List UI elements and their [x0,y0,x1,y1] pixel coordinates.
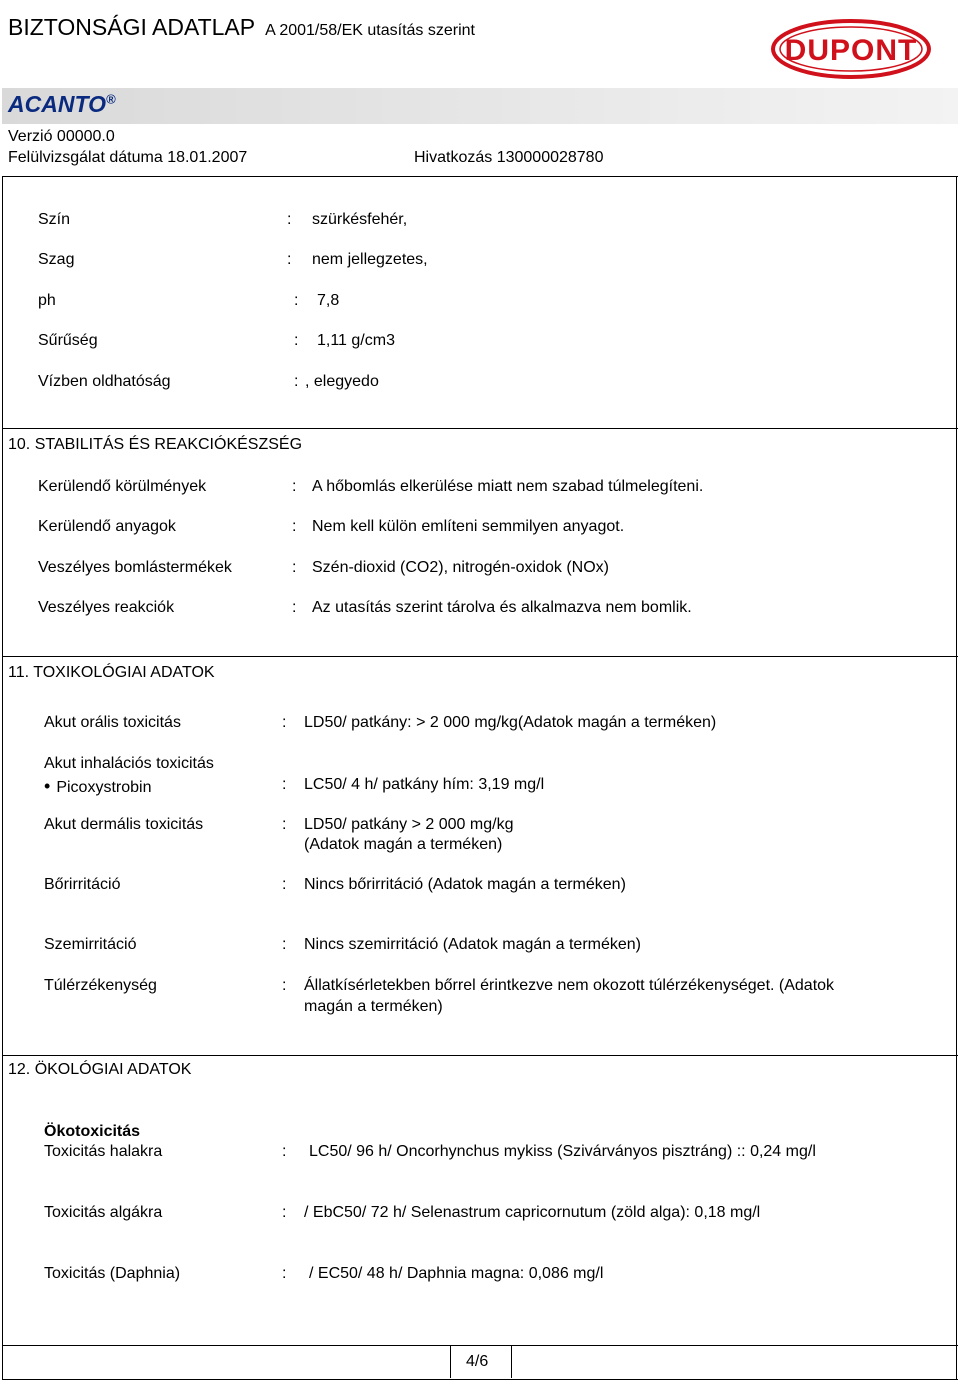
frame-right [956,176,957,1380]
s11-eye-value: Nincs szemirritáció (Adatok magán a terméken) [304,936,642,953]
property-sep: : [294,332,299,349]
s10-label: Veszélyes reakciók [38,599,175,616]
s10-sep: : [292,518,297,535]
property-sep: : [294,373,299,390]
s10-label: Kerülendő anyagok [38,518,176,535]
property-value: nem jellegzetes, [312,251,428,268]
s10-value: Nem kell külön említeni semmilyen anyagot. [312,518,625,535]
s11-dermal-value: LD50/ patkány > 2 000 mg/kg [304,816,514,833]
property-value: 7,8 [317,292,340,309]
s12-daphnia-label: Toxicitás (Daphnia) [44,1265,181,1282]
s12-subtitle: Ökotoxicitás [44,1123,141,1140]
s11-skin-value: Nincs bőrirritáció (Adatok magán a terméken) [304,876,626,893]
property-label: Szag [38,251,75,268]
dupont-logo [770,18,932,80]
s12-fish-value: LC50/ 96 h/ Oncorhynchus mykiss (Szivárványos pisztráng) :: 0,24 mg/l [309,1143,816,1160]
property-label: Sűrűség [38,332,98,349]
version: Verzió 00000.0 [8,128,115,145]
frame-left [2,176,3,1380]
s12-algae-value: / EbC50/ 72 h/ Selenastrum capricornutum (zöld alga): 0,18 mg/l [304,1204,761,1221]
s11-inhal-sub: • Picoxystrobin [44,776,151,797]
property-label: ph [38,292,56,309]
property-sep: : [287,211,292,228]
section-10-divider [2,428,958,429]
section-10-title: 10. STABILITÁS ÉS REAKCIÓKÉSZSÉG [8,436,303,453]
s11-inhal-sep: : [282,776,287,793]
s11-inhal-value: LC50/ 4 h/ patkány hím: 3,19 mg/l [304,776,545,793]
reference-number: Hivatkozás 130000028780 [414,149,604,166]
document-title [8,14,475,41]
s12-algae-sep: : [282,1204,287,1221]
property-label: Szín [38,211,71,228]
s10-sep: : [292,599,297,616]
s10-value: A hőbomlás elkerülése miatt nem szabad túlmelegíteni. [312,478,704,495]
s11-skin-label: Bőrirritáció [44,876,121,893]
product-bar [2,88,958,124]
product-name [8,91,116,118]
svg-text:DUPONT: DUPONT [784,34,918,67]
s11-sens-value: Állatkísérletekben bőrrel érintkezve nem okozott túlérzékenységet. (Adatok [304,977,835,994]
s12-fish-label: Toxicitás halakra [44,1143,163,1160]
s11-sens-value-2: magán a terméken) [304,998,443,1015]
section-12-title: 12. ÖKOLÓGIAI ADATOK [8,1061,192,1078]
section-11-title: 11. TOXIKOLÓGIAI ADATOK [8,664,215,681]
s11-sens-sep: : [282,977,287,994]
s10-label: Kerülendő körülmények [38,478,207,495]
section-12-divider [2,1055,958,1056]
s11-oral-sep: : [282,714,287,731]
s12-fish-sep: : [282,1143,287,1160]
page-number: 4/6 [466,1353,489,1370]
property-value: , elegyedo [305,373,379,390]
property-value: 1,11 g/cm3 [317,332,395,349]
s11-oral-label: Akut orális toxicitás [44,714,181,731]
s11-dermal-value-2: (Adatok magán a terméken) [304,836,503,853]
frame-bottom [2,1379,958,1380]
s10-sep: : [292,559,297,576]
s11-skin-sep: : [282,876,287,893]
section-11-divider [2,656,958,657]
product-name-text: ACANTO [8,91,106,117]
property-sep: : [294,292,299,309]
property-label: Vízben oldhatóság [38,373,171,390]
property-value: szürkésfehér, [312,211,408,228]
s12-algae-label: Toxicitás algákra [44,1204,163,1221]
s11-oral-value: LD50/ patkány: > 2 000 mg/kg(Adatok magán a terméken) [304,714,717,731]
registered-mark: ® [105,91,116,107]
document-subtitle: A 2001/58/EK utasítás szerint [265,22,475,39]
document-title-main: BIZTONSÁGI ADATLAP [8,14,255,40]
s11-eye-label: Szemirritáció [44,936,137,953]
s10-label: Veszélyes bomlástermékek [38,559,232,576]
s12-daphnia-value: / EC50/ 48 h/ Daphnia magna: 0,086 mg/l [309,1265,604,1282]
s10-value: Az utasítás szerint tárolva és alkalmazva nem bomlik. [312,599,692,616]
property-sep: : [287,251,292,268]
s10-value: Szén-dioxid (CO2), nitrogén-oxidok (NOx) [312,559,609,576]
s11-sens-label: Túlérzékenység [44,977,157,994]
frame-top [2,176,958,177]
s12-daphnia-sep: : [282,1265,287,1282]
s11-inhal-label: Akut inhalációs toxicitás [44,755,214,772]
s10-sep: : [292,478,297,495]
s11-dermal-sep: : [282,816,287,833]
s11-eye-sep: : [282,936,287,953]
s11-dermal-label: Akut dermális toxicitás [44,816,204,833]
review-date: Felülvizsgálat dátuma 18.01.2007 [8,149,248,166]
